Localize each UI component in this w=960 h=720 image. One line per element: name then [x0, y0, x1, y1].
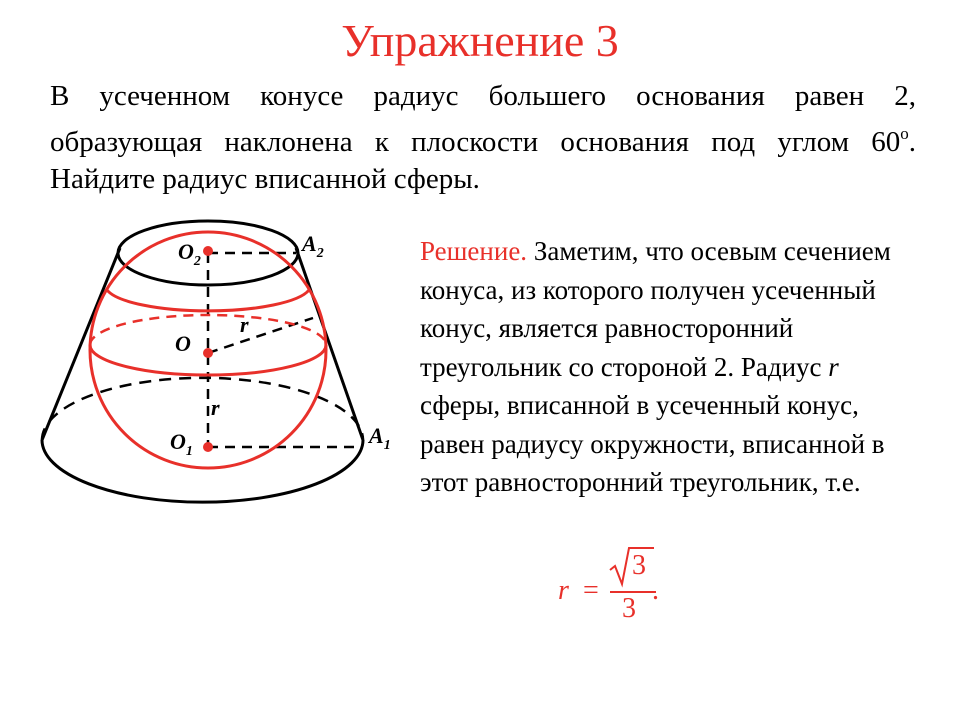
formula-period: . — [652, 575, 659, 606]
formula-r-equals-sqrt3-over-3 — [548, 540, 688, 630]
formula-equals: = — [583, 575, 599, 606]
point-o — [203, 348, 213, 358]
construction-lines — [208, 253, 363, 447]
problem-line-2-period: . — [908, 126, 916, 158]
formula-numerator: 3 — [632, 550, 646, 581]
solution-text — [420, 232, 920, 502]
label-r-lower: r — [211, 395, 220, 420]
bottom-base-front-arc — [42, 440, 363, 502]
slide-title: Упражнение 3 — [341, 15, 619, 66]
bottom-base-back-arc — [42, 378, 363, 440]
problem-line-2 — [50, 115, 916, 161]
problem-line-2-text: образующая наклонена к плоскости основания под углом 60 — [50, 126, 901, 158]
problem-line-1: В усеченном конусе радиус большего основания равен 2, — [50, 80, 916, 112]
solution-text-part-2: сферы, вписанной в усеченный конус, равен радиусу окружности, вписанной в этот равносторонний треугольник, т.е. — [420, 390, 885, 497]
label-a2: $A_2$ — [302, 231, 324, 261]
solution-label: Решение. — [420, 236, 528, 266]
point-o2 — [203, 246, 213, 256]
formula-lhs: r — [558, 575, 569, 606]
problem-statement — [50, 78, 916, 198]
problem-line-3: Найдите радиус вписанной сферы. — [50, 163, 480, 195]
sphere-radius-upper — [208, 318, 313, 353]
label-o1: $O_1$ — [170, 429, 193, 459]
point-o1 — [203, 442, 213, 452]
solution-text-part-1: Заметим, что осевым сечением конуса, из которого получен усеченный конус, является равносторонний треугольник со стороной 2. Радиус — [420, 236, 891, 382]
formula-denominator: 3 — [622, 593, 636, 624]
formula-graphics — [548, 540, 688, 630]
label-o: O — [175, 331, 191, 356]
label-r-upper: r — [240, 312, 249, 337]
label-a1: $A_1$ — [369, 423, 391, 453]
truncated-cone-diagram — [30, 215, 400, 515]
solution-r-variable: r — [828, 351, 839, 382]
label-o2: $O_2$ — [178, 239, 201, 269]
degree-superscript: o — [900, 124, 909, 143]
right-generatrix — [296, 248, 363, 440]
